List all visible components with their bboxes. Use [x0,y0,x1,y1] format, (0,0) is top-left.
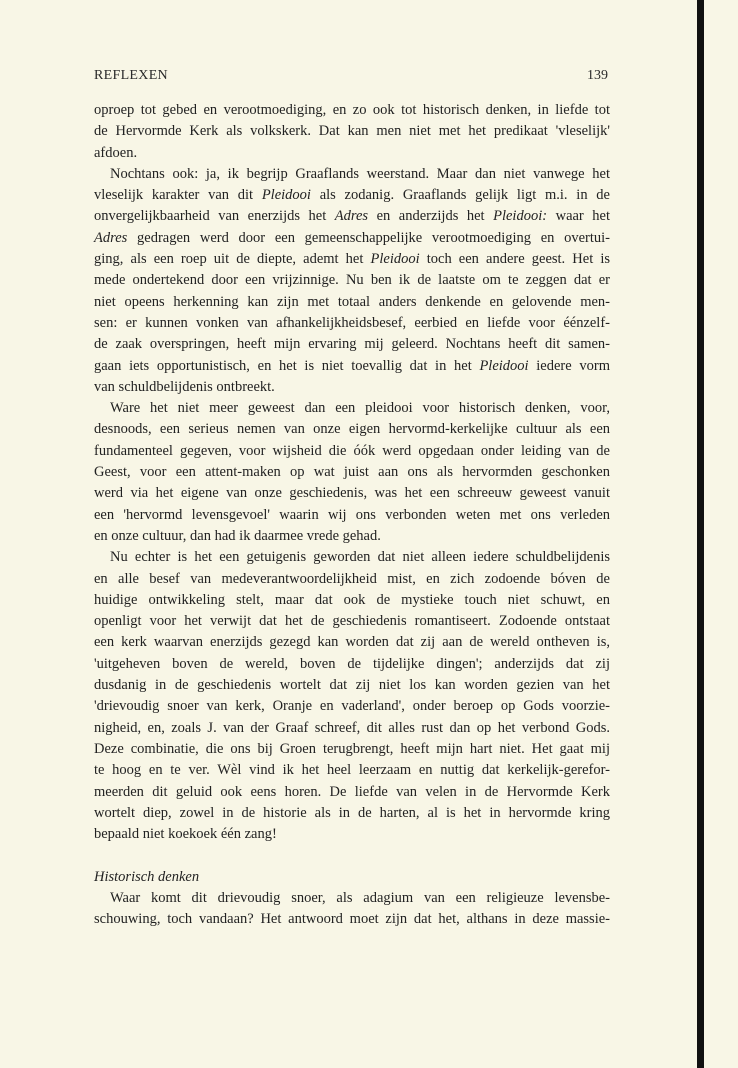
text-line: en alle besef van medeverantwoordelijkheid mist, en zich zodoende bóven de [94,570,610,587]
text-line: vleselijk karakter van dit Pleidooi als zodanig. Graaflands gelijk ligt m.i. in de [94,187,610,204]
text-line: Nu echter is het een getuigenis geworden dat niet alleen iedere schuldbelijdenis [110,549,610,566]
page-header [94,68,614,90]
text-line: onvergelijkbaarheid van enerzijds het Adres en anderzijds het Pleidooi: waar het [94,208,610,225]
text-line: afdoen. [94,144,138,161]
text-line: een 'hervormd levensgevoel' waarin wij ons verbonden weten met ons verleden [94,506,610,523]
text-line: en onze cultuur, dan had ik daarmee vrede gehad. [94,527,381,544]
page-number: 139 [587,68,608,83]
italic-title: Adres [334,208,369,225]
text-line: bepaald niet koekoek één zang! [94,826,277,843]
italic-title: Adres [94,229,128,246]
text-line: te hoog en te ver. Wèl vind ik het heel leerzaam en nuttig dat kerkelijk-gerefor- [94,762,610,779]
text-line: fundamenteel gegeven, voor wijsheid die óók werd opgedaan onder leiding van de [94,442,610,459]
italic-title: Pleidooi [479,357,529,374]
text-line: van schuldbelijdenis ontbreekt. [94,378,275,395]
text-line: werd via het eigene van onze geschiedenis, was het een schreeuw geweest vanuit [94,485,610,502]
text-line: openligt voor het verwijt dat het de geschiedenis romantiseert. Zodoende ontstaat [94,613,610,630]
text-line: nigheid, en, zoals J. van der Graaf schreef, dit alles rust dan op het verbond Gods. [94,719,610,736]
body-text [94,100,610,931]
text-line: een kerk waarvan enerzijds gezegd kan worden dat zij aan de wereld ontheven is, [94,634,610,651]
text-line: sen: er kunnen vonken van afhankelijkheidsbesef, eerbied en liefde voor éénzelf- [94,314,610,331]
text-line: schouwing, toch vandaan? Het antwoord moet zijn dat het, althans in deze massie- [94,911,610,928]
text-line: Adres gedragen werd door een gemeenschappelijke verootmoediging en overtui- [94,229,610,246]
italic-title: Pleidooi [261,187,311,204]
text-line: oproep tot gebed en verootmoediging, en zo ook tot historisch denken, in liefde tot [94,102,610,118]
text-line: meerden dit geluid ook eens horen. De liefde van velen in de Hervormde Kerk [94,783,610,800]
text-line: gaan iets opportunistisch, en het is niet toevallig dat in het Pleidooi iedere vorm [94,357,610,374]
text-line: Geest, voor een attent-maken op wat juist aan ons als hervormden geschonken [94,464,610,481]
text-line: de zaak overspringen, heeft mijn ervaring mij geleerd. Nochtans heeft dit samen- [94,336,610,353]
text-line: Deze combinatie, die ons bij Groen terugbrengt, heeft mijn hart niet. Het gaat mij [94,740,610,757]
text-line: ging, als een roep uit de diepte, ademt het Pleidooi toch een andere geest. Het is [94,251,610,268]
running-title: REFLEXEN [94,68,168,83]
page-edge-shadow [697,0,704,1068]
italic-title: Pleidooi [370,251,420,268]
text-line: 'drievoudig snoer van kerk, Oranje en vaderland', onder beroep op Gods voorzie- [94,698,610,715]
text-line: huidige ontwikkeling stelt, maar dat ook de mystieke touch niet schuwt, en [94,591,610,608]
text-line: wortelt diep, zowel in de historie als in de harten, al is het in hervormde kring [94,804,610,821]
text-line: Waar komt dit drievoudig snoer, als adagium van een religieuze levensbe- [110,889,610,906]
text-line: 'uitgeheven boven de wereld, boven de tijdelijke dingen'; anderzijds dat zij [94,655,610,672]
italic-title: Pleidooi: [493,208,548,225]
text-line: dusdanig in de geschiedenis wortelt dat zij niet los kan worden gezien van het [94,677,610,694]
text-line: desnoods, een serieus nemen van onze eigen hervormd-kerkelijke cultuur als een [94,421,610,438]
section-heading: Historisch denken [94,868,200,885]
section-gap [94,845,610,866]
text-line: Ware het niet meer geweest dan een pleidooi voor historisch denken, voor, [110,400,610,417]
text-line: Nochtans ook: ja, ik begrijp Graaflands weerstand. Maar dan niet vanwege het [110,165,610,182]
text-line: mede ondertekend door een vrijzinnige. Nu ben ik de laatste om te zeggen dat er [94,272,610,289]
text-line: de Hervormde Kerk als volkskerk. Dat kan men niet met het predikaat 'vleselijk' [94,123,610,140]
text-line: niet opeens herkenning kan zijn met totaal anders denkende en gelovende men- [94,293,610,310]
